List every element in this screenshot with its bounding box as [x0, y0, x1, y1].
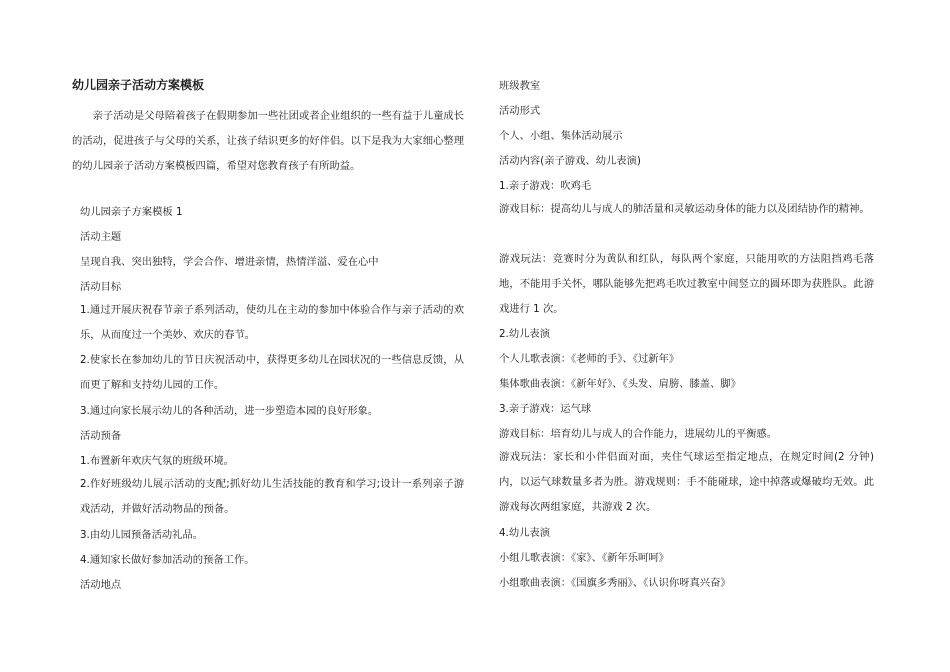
- subheading-goals: 活动目标: [80, 281, 122, 293]
- goal-item: 3.通过向家长展示幼儿的各种活动，进一步塑造本园的良好形象。: [80, 405, 379, 417]
- section-heading: 幼儿园亲子方案模板 1: [80, 206, 183, 218]
- performance-text: 个人儿歌表演：《老师的手》、《过新年》: [499, 353, 680, 365]
- performance-text: 集体歌曲表演：《新年好》、《头发、肩膀、膝盖、脚》: [499, 378, 741, 390]
- subheading-prep: 活动预备: [80, 430, 122, 442]
- subheading-form: 活动形式: [499, 105, 541, 117]
- intro-paragraph: 亲子活动是父母陪着孩子在假期参加一些社团或者企业组织的一些有益于儿童成长的活动，促进孩子与父母的关系，让孩子结识更多的好伴侣。以下是我为大家细心整理的幼儿园亲子活动方案模板四篇，希望对您教育孩子有所助益。: [72, 110, 464, 172]
- activity-heading: 4.幼儿表演: [499, 527, 551, 539]
- prep-item: 2.作好班级幼儿展示活动的支配;抓好幼儿生活技能的教育和学习;设计一系列亲子游戏活动，并做好活动物品的预备。: [80, 478, 464, 515]
- activity-text: 游戏目标：培育幼儿与成人的合作能力，进展幼儿的平衡感。: [499, 428, 778, 440]
- subheading-content: 活动内容(亲子游戏、幼儿表演): [499, 155, 641, 167]
- activity-heading: 1.亲子游戏：吹鸡毛: [499, 180, 592, 192]
- subheading-theme: 活动主题: [80, 231, 122, 243]
- prep-item: 1.布置新年欢庆气氛的班级环境。: [80, 455, 234, 467]
- goal-item: 2.使家长在参加幼儿的节日庆祝活动中，获得更多幼儿在园状况的一些信息反馈，从而更了解和支持幼儿园的工作。: [80, 354, 464, 391]
- performance-text: 小组歌曲表演：《国旗多秀丽》、《认识你呀真兴奋》: [499, 577, 731, 589]
- activity-text: 游戏玩法：竞赛时分为黄队和红队，每队两个家庭，只能用吹的方法阻挡鸡毛落地，不能用手关怀，哪队能够先把鸡毛吹过教室中间竖立的圆环即为获胜队。此游戏进行 1 次。: [499, 253, 874, 315]
- activity-heading: 2.幼儿表演: [499, 328, 551, 340]
- prep-item: 4.通知家长做好参加活动的预备工作。: [80, 554, 255, 566]
- subheading-location: 活动地点: [80, 579, 122, 591]
- prep-item: 3.由幼儿园预备活动礼品。: [80, 529, 204, 541]
- activity-text: 游戏目标：提高幼儿与成人的肺活量和灵敏运动身体的能力以及团结协作的精神。: [499, 203, 870, 215]
- location-text: 班级教室: [499, 80, 541, 92]
- performance-text: 小组儿歌表演：《家》、《新年乐呵呵》: [499, 552, 669, 564]
- activity-heading: 3.亲子游戏：运气球: [499, 403, 592, 415]
- goal-item: 1.通过开展庆祝春节亲子系列活动，使幼儿在主动的参加中体验合作与亲子活动的欢乐，从而度过一个美妙、欢庆的春节。: [80, 304, 464, 341]
- activity-text: 游戏玩法：家长和小伴侣面对面，夹住气球运至指定地点，在规定时间(2 分钟)内，以运气球数量多者为胜。游戏规则：手不能碰球，途中掉落或爆破均无效。此游戏每次两组家庭，共游戏 2 次。: [499, 451, 874, 513]
- form-text: 个人、小组、集体活动展示: [499, 130, 623, 142]
- theme-text: 呈现自我、突出独特，学会合作、增进亲情，热情洋溢、爱在心中: [80, 256, 379, 268]
- document-title: 幼儿园亲子活动方案模板: [72, 78, 205, 92]
